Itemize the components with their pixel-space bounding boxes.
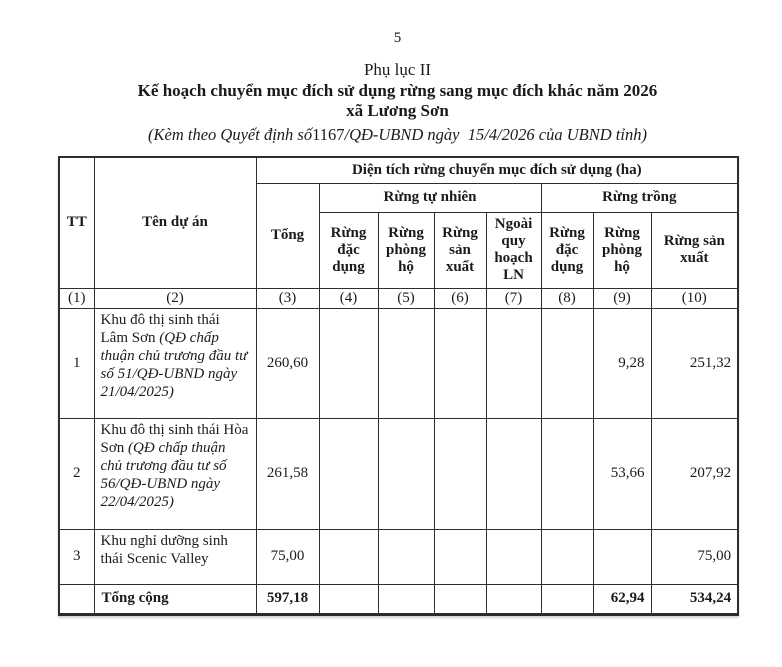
col-header-total: Tổng [256,183,319,288]
col-header-natural-protection: Rừng phòng hộ [378,212,434,288]
col-header-natural-special-use: Rừng đặc dụng [319,212,378,288]
total-label: Tổng cộng [94,584,256,614]
col-header-tt: TT [59,157,94,288]
document-header [58,0,737,145]
row2-c8 [541,418,593,529]
col-header-planted-protection: Rừng phòng hộ [593,212,651,288]
table-row-project-3 [59,529,738,584]
row3-c8 [541,529,593,584]
row1-c6 [434,308,486,418]
col-header-natural-production: Rừng sản xuất [434,212,486,288]
row1-c10: 251,32 [651,308,738,418]
col-header-project: Tên dự án [94,157,256,288]
col-num-1: (1) [59,288,94,308]
row3-project-name [94,529,256,584]
row2-c10: 207,92 [651,418,738,529]
row3-c6 [434,529,486,584]
total-sum: 597,18 [256,584,319,614]
row1-decision-note: (QĐ chấp thuận chủ trương đầu tư số 51/QĐ-UBND ngày 21/04/2025) [100,329,248,400]
row1-c5 [378,308,434,418]
col-header-planted-forest: Rừng trồng [541,183,738,212]
row2-decision-note: (QĐ chấp thuận chủ trương đầu tư số 56/QĐ-UBND ngày 22/04/2025) [100,439,227,510]
row1-tt: 1 [59,308,94,418]
row3-c4 [319,529,378,584]
row2-c9: 53,66 [593,418,651,529]
subtitle-pre: (Kèm theo Quyết định số [148,125,313,144]
row2-project-name [94,418,256,529]
document-title [58,81,737,121]
document-subtitle [58,125,737,145]
col-num-7: (7) [486,288,541,308]
row2-name-text: Khu đô thị sinh thái Hòa Sơn [100,421,249,456]
row1-c8 [541,308,593,418]
row3-c7 [486,529,541,584]
row3-c5 [378,529,434,584]
subtitle-post: /QĐ-UBND ngày 15/4/2026 của UBND tỉnh) [344,125,647,144]
row3-c10: 75,00 [651,529,738,584]
col-num-5: (5) [378,288,434,308]
table-row-project-2 [59,418,738,529]
row1-c7 [486,308,541,418]
col-num-2: (2) [94,288,256,308]
col-num-9: (9) [593,288,651,308]
col-num-10: (10) [651,288,738,308]
appendix-label: Phụ lục II [363,60,432,79]
total-c7 [486,584,541,614]
title-line-2: xã Lương Sơn [346,101,449,120]
col-num-4: (4) [319,288,378,308]
total-c5 [378,584,434,614]
row2-c7 [486,418,541,529]
col-num-6: (6) [434,288,486,308]
column-number-row [59,288,738,308]
row2-c5 [378,418,434,529]
row2-total: 261,58 [256,418,319,529]
row1-project-name [94,308,256,418]
col-header-planted-special-use: Rừng đặc dụng [541,212,593,288]
subtitle-decision-number: 1167 [312,125,345,144]
total-c8 [541,584,593,614]
title-line-1: Kế hoạch chuyển mục đích sử dụng rừng sang mục đích khác năm 2026 [137,81,658,100]
row3-tt: 3 [59,529,94,584]
table-total-row [59,584,738,614]
row1-c4 [319,308,378,418]
row3-c9 [593,529,651,584]
col-num-3: (3) [256,288,319,308]
col-header-outside-planning: Ngoài quy hoạch LN [486,212,541,288]
page-number: 5 [393,30,402,46]
col-header-planted-production: Rừng sản xuất [651,212,738,288]
row2-tt: 2 [59,418,94,529]
total-c6 [434,584,486,614]
col-num-8: (8) [541,288,593,308]
table-row-project-1 [59,308,738,418]
forest-conversion-table [58,156,739,616]
row1-c9: 9,28 [593,308,651,418]
row3-total: 75,00 [256,529,319,584]
row2-c6 [434,418,486,529]
col-header-area-group: Diện tích rừng chuyển mục đích sử dụng (ha) [256,157,738,183]
col-header-natural-forest: Rừng tự nhiên [319,183,541,212]
row2-c4 [319,418,378,529]
row1-total: 260,60 [256,308,319,418]
total-c9: 62,94 [593,584,651,614]
row3-name-text: Khu nghỉ dưỡng sinh thái Scenic Valley [100,532,228,567]
total-c10: 534,24 [651,584,738,614]
header-row-1 [59,157,738,183]
total-c4 [319,584,378,614]
total-tt [59,584,94,614]
row1-name-text: Khu đô thị sinh thái Lâm Sơn [100,311,220,346]
